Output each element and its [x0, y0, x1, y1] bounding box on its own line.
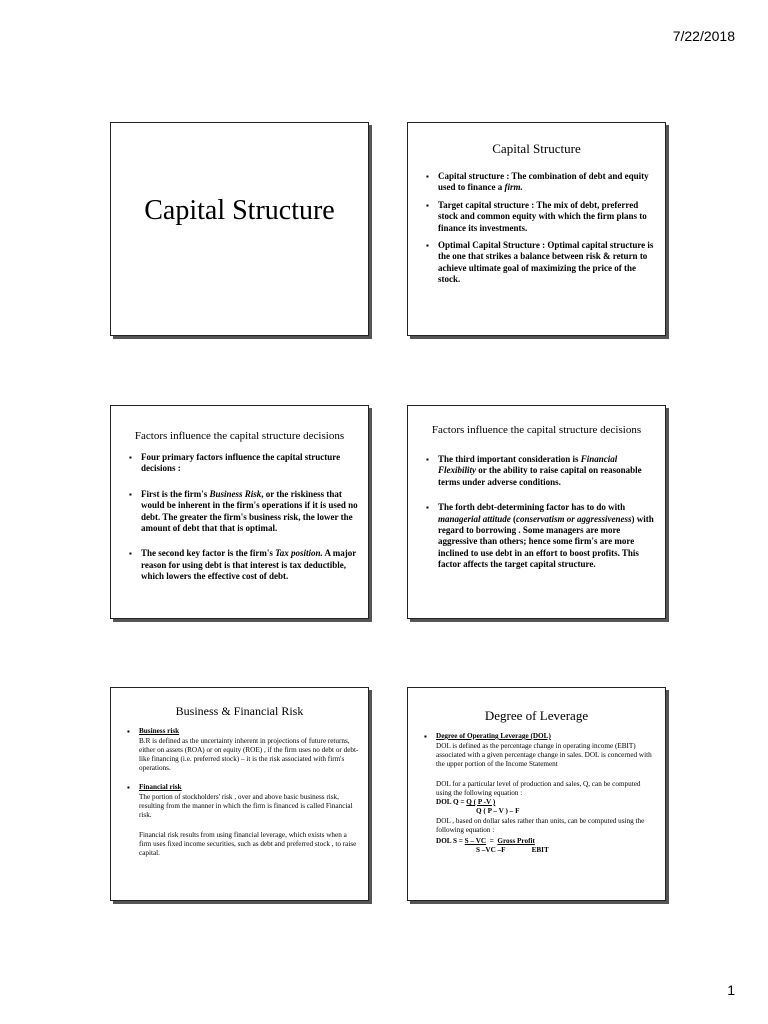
bullet-text: The forth debt-determining factor has to do with: [438, 502, 626, 513]
bullet-text: Four primary factors influence the capital structure decisions :: [141, 452, 341, 474]
slide-6: [407, 687, 666, 901]
formula-denominator: EBIT: [531, 846, 549, 854]
paragraph: DOL , based on dollar sales rather than units, can be computed using the following equation :: [436, 817, 645, 834]
slide-title: Business & Financial Risk: [175, 704, 304, 718]
slide-body: [416, 732, 657, 855]
page-number: 1: [727, 982, 735, 998]
bullet-text: The second key factor is the firm's: [141, 548, 276, 559]
bullet-item: [418, 454, 655, 488]
bullet-list: [119, 783, 360, 792]
bullet-text-italic: Business Risk: [209, 488, 262, 499]
formula-numerator: S – VC: [464, 837, 487, 845]
slide-2: [407, 122, 666, 336]
dol-q-formula: [416, 798, 657, 807]
paragraph: DOL is defined as the percentage change in operating income (EBIT) associated with a given percentage change in sales. DOL is concerned with the upper portion of the Income Statement: [436, 742, 652, 768]
slide-title: Capital Structure: [144, 195, 335, 226]
bullet-list: [418, 171, 655, 286]
page-date: 7/22/2018: [672, 28, 735, 44]
slide-title: Capital Structure: [492, 141, 581, 156]
bullet-text: ) with regard to borrowing . Some managers are more aggressive than others; hence some firm's are more inclined to use debt in an effort to boost profits. This factor affects the target capital structure.: [438, 513, 654, 570]
dol-s-denominator-row: [416, 846, 657, 855]
dol-q-denominator-row: [416, 807, 657, 816]
bullet-item: [121, 452, 358, 475]
bullet-text: (: [510, 513, 517, 524]
bullet-item: [418, 200, 655, 234]
bullet-text: The third important consideration is: [438, 454, 581, 464]
bullet-item: [121, 548, 358, 582]
bullet-text-italic: conservatism or aggressiveness: [516, 513, 632, 524]
bullet-list: [121, 452, 358, 583]
bullet-text: Optimal Capital Structure : Optimal capital structure is the one that strikes a balance between risk & return to achieve ultimate goal of maximizing the price of the stock.: [438, 240, 654, 285]
bullet-heading: ▪ Business risk: [119, 727, 360, 736]
slide-title: Factors influence the capital structure decisions: [134, 430, 345, 442]
bullet-heading: ▪ Financial risk: [119, 783, 360, 792]
bullet-list: [119, 727, 360, 736]
bullet-item: [121, 489, 358, 535]
bullet-item: [418, 240, 655, 286]
bullet-text: First is the firm's: [141, 488, 210, 499]
bullet-item: [418, 502, 655, 570]
bullet-item: [418, 171, 655, 194]
bullet-text-italic: Financial Flexibility: [438, 454, 618, 476]
bullet-list: [416, 732, 657, 741]
formula-denominator: Q ( P – V ) – F: [476, 807, 520, 815]
slide-title: Degree of Leverage: [484, 708, 589, 723]
formula-label: DOL S =: [436, 837, 465, 845]
slide-body: [119, 727, 360, 858]
slide-title: Factors influence the capital structure decisions: [431, 424, 642, 436]
bullet-text: or the ability to raise capital on reasonable terms under adverse conditions.: [438, 465, 642, 487]
formula-numerator: Q ( P -V ): [466, 798, 496, 806]
slide-3: [110, 405, 369, 619]
bullet-text: Capital structure : The combination of debt and equity used to finance a: [438, 171, 649, 193]
formula-equals: =: [486, 837, 498, 845]
formula-label: DOL Q =: [436, 798, 467, 806]
bullet-text: Target capital structure : The mix of debt, preferred stock and common equity with which the firm plans to finance its investments.: [438, 199, 647, 233]
paragraph: Financial risk results from using financial leverage, which exists when a firm uses fixed income securities, such as debt and preferred stock , to raise capital.: [139, 831, 357, 857]
bullet-heading: ▪ Degree of Operating Leverage (DOL): [416, 732, 657, 741]
formula-denominator: S –VC –F: [476, 846, 506, 854]
bullet-list: [418, 454, 655, 571]
paragraph: The portion of stockholders' risk , over and above basic business risk, resulting from the manner in which the firm is financed is called Financial risk.: [139, 793, 353, 819]
bullet-text: , or the riskiness that would be inherent in the firm's operations if it is used no debt. The greater the firm's business risk, the lower the amount of debt that that is optimal.: [141, 488, 358, 534]
dol-s-formula: [416, 837, 657, 846]
bullet-text-italic: firm.: [504, 182, 523, 193]
paragraph: DOL for a particular level of production and sales, Q, can be computed using the following equation :: [436, 780, 641, 797]
bullet-text: A major reason for using debt is that interest is tax deductible, which lowers the effective cost of debt.: [141, 548, 357, 582]
bullet-text-italic: Tax position.: [275, 548, 323, 559]
slide-5: [110, 687, 369, 901]
paragraph: B.R is defined as the uncertainty inherent in projections of future returns, either on assets (ROA) or on equity (ROE) , if the firm uses no debt or debt-like financing (i.e. preferred stock) – it is the risk associated with firm's operations.: [139, 737, 359, 772]
formula-numerator: Gross Profit: [497, 837, 535, 845]
slide-1: [110, 122, 369, 336]
bullet-text-italic: managerial attitude: [438, 513, 511, 524]
slide-4: [407, 405, 666, 619]
